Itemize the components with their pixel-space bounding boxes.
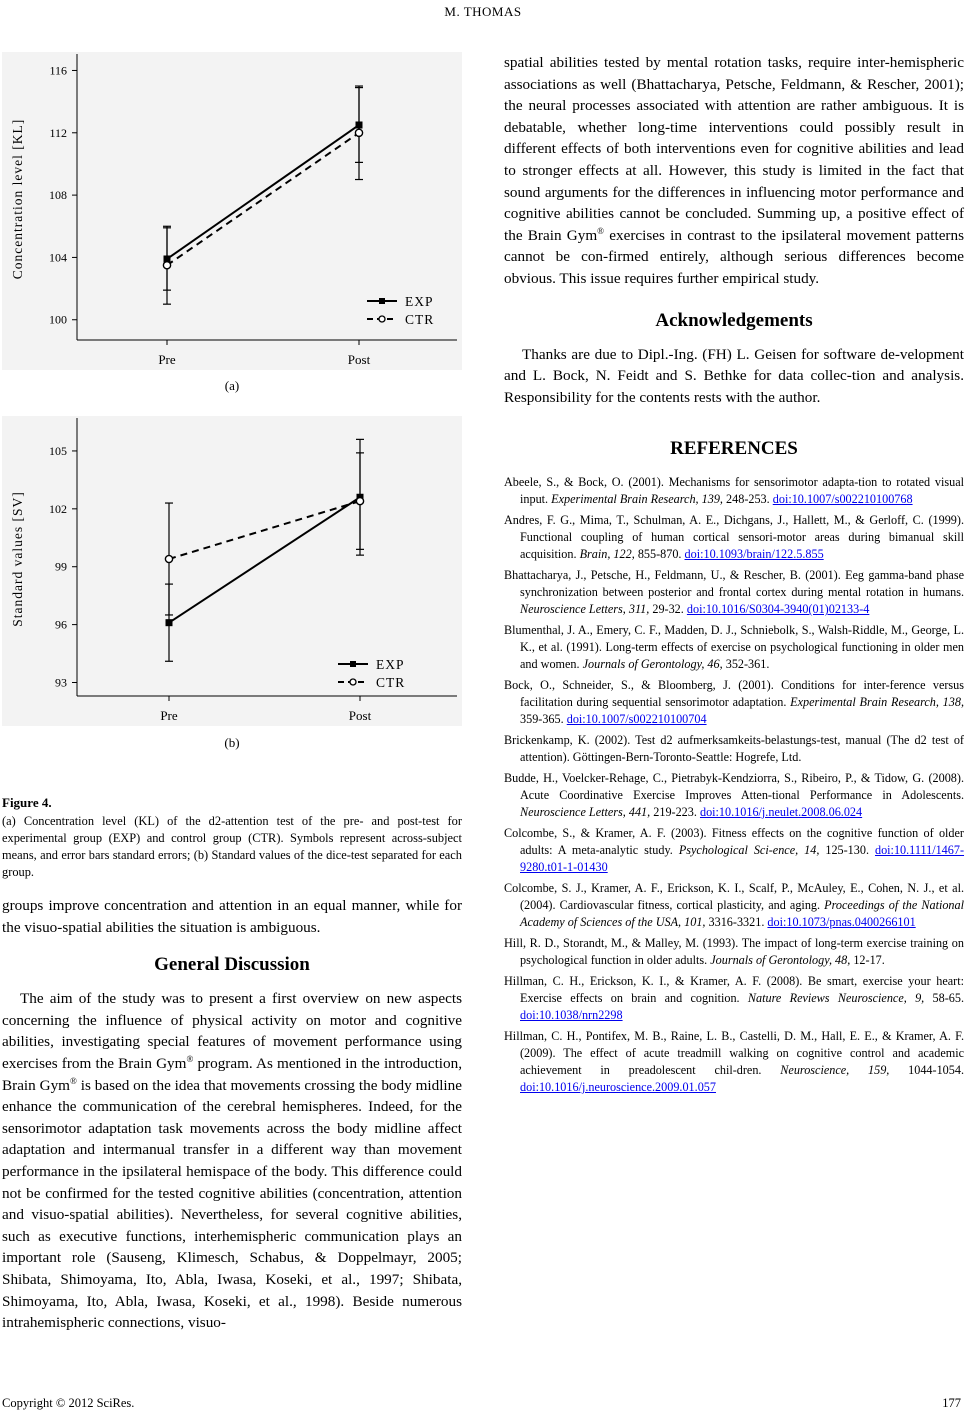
general-discussion-heading: General Discussion [154,954,310,976]
legend-marker [379,316,385,322]
y-tick-label: 96 [55,617,67,632]
y-tick-label: 104 [49,250,67,265]
reference-item: Colcombe, S. J., Kramer, A. F., Erickson, K. I., Scalf, P., McAuley, E., Cohen, N. J., et al. (2004). Cardiovascular fitness, cortical plasticity, and aging. Proceedings of the National Academy of Sciences of the USA, 101, 3316-3321. doi:10.1073/pnas.0400266101 [504,881,965,930]
legend-marker [350,679,356,685]
doi-link[interactable]: doi:10.1007/s002210100704 [566,712,707,727]
legend-marker [379,298,385,304]
doi-link[interactable]: doi:10.1073/pnas.0400266101 [767,915,916,930]
legend-label: EXP [405,294,434,309]
legend-label: CTR [405,312,435,327]
reference-item: Abeele, S., & Bock, O. (2001). Mechanisms for sensorimotor adapta-tion to rotated visual input. Experimental Brain Research, 139, 248-253. doi:10.1007/s002210100768 [504,475,964,507]
figure-caption-title: Figure 4. [2,795,52,810]
legend-marker [350,661,356,667]
reference-item: Hillman, C. H., Pontifex, M. B., Raine, L. B., Castelli, D. M., Hall, E. E., & Kramer, A. F. (2009). The effect of acute treadmill walking on cognitive control and academic achievement in preadolescent chil-dren. Neuroscience, 159, 1044-1054. doi:10.1016/j.neuroscience.2009.01.057 [504,1029,964,1095]
reference-item: Blumenthal, J. A., Emery, C. F., Madden, D. J., Schniebolk, S., Walsh-Riddle, M., George, L. K., et al. (1991). Long-term effects of exercise on psychological functioning in older men and women. Journals of Gerontology, 46, 352-361. [504,623,964,672]
reference-item: Hill, R. D., Storandt, M., & Malley, M. (1993). The impact of long-term exercise training on psychological function in older adults. Journals of Gerontology, 48, 12-17. [504,936,964,968]
legend-label: EXP [376,657,405,672]
figure-panel-a [2,52,462,370]
x-tick-label: Post [348,708,372,723]
data-point-ctr [163,262,170,269]
y-tick-label: 112 [49,125,67,140]
reference-item: Bhattacharya, J., Petsche, H., Feldmann, U., & Rescher, B. (2001). Eeg gamma-band phase synchronization between posterior and frontal cortex during mental rotation in humans. Neuroscience Letters, 311, 29-32. doi:10.1016/S0304-3940(01)02133-4 [504,568,964,617]
data-point-ctr [355,129,362,136]
data-point-ctr [356,498,363,505]
right-column-text [504,52,964,1100]
left-column-text [2,795,462,1334]
reference-item: Hillman, C. H., Erickson, K. I., & Kramer, A. F. (2008). Be smart, exercise your heart: Exercise effects on brain and cognition. Nature Reviews Neuroscience, 9, 58-65. doi:10.1038/nrn2298 [504,974,964,1023]
y-axis-label: Concentration level [KL] [10,118,25,280]
page-number: 177 [942,1396,961,1410]
reference-list [504,474,964,1096]
footer-copyright: Copyright © 2012 SciRes. [2,1396,135,1410]
doi-link[interactable]: doi:10.1038/nrn2298 [520,1008,623,1023]
y-tick-label: 108 [49,188,67,203]
chart-a-svg [2,52,462,370]
y-tick-label: 100 [49,312,67,327]
acknowledgements-text: Thanks are due to Dipl.-Ing. (FH) L. Geisen for software de-velopment and L. Bock, N. Feidt and S. Bethke for data collec-tion and analysis. Responsibility for the contents rests with the author. [504,345,964,406]
figure-caption: (a) Concentration level (KL) of the d2-attention test of the pre- and post-test for experimental group (EXP) and control group (CTR). Symbols represent across-subject means, and error bars standard errors; (b) Standard values of the dice-test separated for each group. [2,814,462,879]
y-axis-label: Standard values [SV] [10,491,25,627]
x-tick-label: Pre [160,708,178,723]
reference-item: Brickenkamp, K. (2002). Test d2 aufmerksamkeits-belastungs-test, manual (The d2 test of attention). Göttingen-Bern-Toronto-Seattle: Hogrefe, Ltd. [504,733,964,765]
reference-item: Andres, F. G., Mima, T., Schulman, A. E., Dichgans, J., Hallett, M., & Gerloff, C. (1999). Functional coupling of human cortical sensori-motor areas during bimanual skill acquisition. Brain, 122, 855-870. doi:10.1093/brain/122.5.855 [504,513,964,562]
doi-link[interactable]: doi:10.1093/brain/122.5.855 [684,547,824,562]
plot-background [2,52,462,370]
doi-link[interactable]: doi:10.1016/j.neuroscience.2009.01.057 [520,1080,716,1095]
running-head: M. THOMAS [444,4,522,19]
doi-link[interactable]: doi:10.1111/1467-9280.t01-1-01430 [520,843,965,875]
reference-item: Bock, O., Schneider, S., & Bloomberg, J. (2001). Conditions for inter-ference versus facilitation during sequential sensorimotor adaptation. Experimental Brain Research, 138, 359-365. doi:10.1007/s002210100704 [504,678,965,727]
y-tick-label: 105 [49,443,67,458]
y-tick-label: 116 [49,63,67,78]
legend-label: CTR [376,675,406,690]
y-tick-label: 102 [49,501,67,516]
data-point-exp [166,619,173,626]
left-paragraph-2: The aim of the study was to present a first overview on new aspects concerning the influence of physical activity on motor and cognitive abilities, investigating special features of movement performance using exercises from the Brain Gym® program. As mentioned in the introduction, Brain Gym® is based on the idea that movements crossing the body midline enhance the communication of the cerebral hemispheres. Indeed, for the sensorimotor adaptation task movements across the body midline affect adaptation and intermanual transfer in a different way than movement performance in the ipsilateral hemispace of the body. This difference could not be confirmed for the tested cognitive abilities (concentration, attention and visuo-spatial abilities). Nevertheless, for several cognitive abilities, such as executive functions, interhemispheric communication plays an important role (Sauseng, Klimesch, Schabus, & Doppelmayr, 2005; Shibata, Shimoyama, Ito, Abla, Iwasa, Koseki, et al., 1997; Shibata, Shimoyama, Ito, Abla, Iwasa, Koseki, et al., 1998). Beside numerous intrahemispheric connections, visuo- [2,990,462,1332]
y-tick-label: 99 [55,559,67,574]
reference-item: Colcombe, S., & Kramer, A. F. (2003). Fitness effects on the cognitive function of older adults: A meta-analytic study. Psychological Sci-ence, 14, 125-130. doi:10.1111/1467-9280.t01-1-01430 [504,826,965,875]
acknowledgements-heading: Acknowledgements [655,309,813,331]
x-tick-label: Post [347,352,371,367]
doi-link[interactable]: doi:10.1007/s002210100768 [772,492,913,507]
data-point-ctr [165,555,172,562]
doi-link[interactable]: doi:10.1016/S0304-3940(01)02133-4 [686,602,870,617]
chart-b-svg [2,416,462,726]
x-tick-label: Pre [158,352,176,367]
references-heading: REFERENCES [670,438,798,460]
left-paragraph-1: groups improve concentration and attention in an equal manner, while for the visuo-spatial abilities the situation is ambiguous. [2,897,462,936]
figure-panel-b [2,416,462,726]
reference-item: Budde, H., Voelcker-Rehage, C., Pietrabyk-Kendziorra, S., Ribeiro, P., & Tidow, G. (2008). Acute Coordinative Exercise Improves Atten-tional Performance in Adolescents. Neuroscience Letters, 441, 219-223. doi:10.1016/j.neulet.2008.06.024 [504,771,964,820]
panel-a-label: (a) [224,378,240,393]
right-paragraph-1: spatial abilities tested by mental rotation tasks, require inter-hemispheric associations as well (Bhattacharya, Petsche, Feldmann, & Rescher, 2001); the neural processes associated with attention are rather ambiguous. It is debatable, whether long-time interventions could possibly result in different effects of both interventions even for cognitive abilities and lead to stronger effects at all. However, this study is limited in the fact that sound arguments for the differences in influencing motor performance and cognitive abilities cannot be concluded. Summing up, a positive effect of the Brain Gym® exercises in contrast to the ipsilateral movement patterns cannot be con-firmed entirely, although serious differences become obvious. This issue requires further empirical study. [504,54,964,287]
doi-link[interactable]: doi:10.1016/j.neulet.2008.06.024 [699,805,863,820]
panel-b-label: (b) [224,735,240,750]
y-tick-label: 93 [55,675,67,690]
